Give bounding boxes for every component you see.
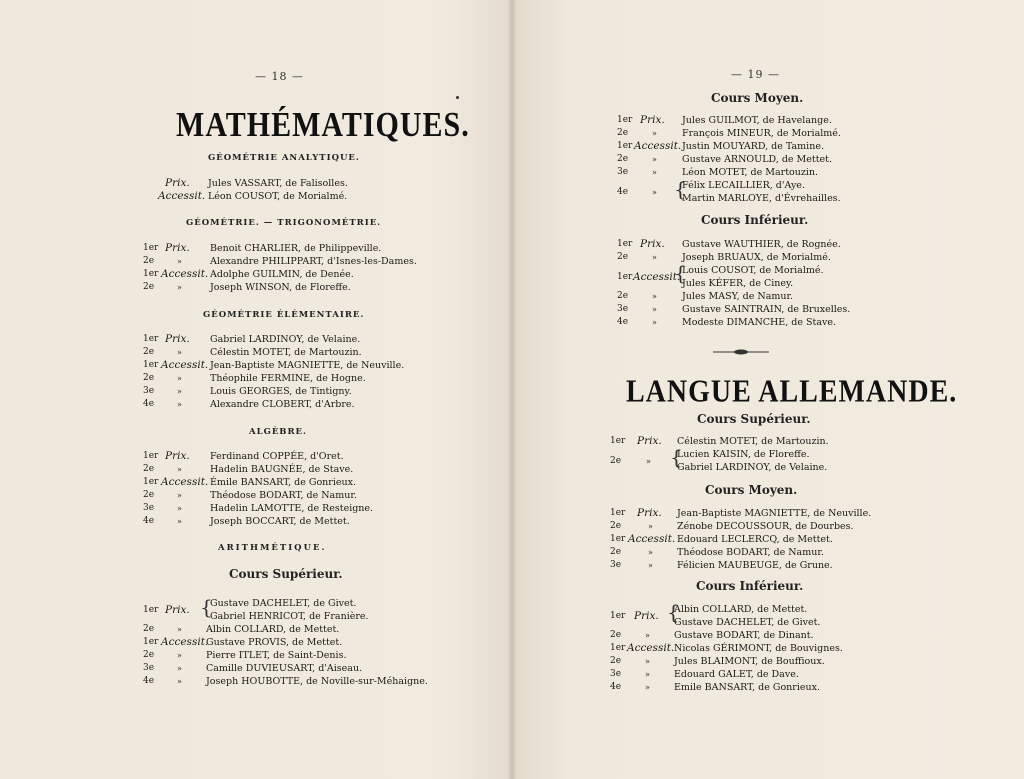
award-type: Accessit.	[161, 268, 209, 280]
rank: 1er	[610, 643, 626, 653]
ink-speck	[456, 96, 459, 99]
student-name: Jules GUILMOT, de Havelange.	[682, 115, 832, 126]
award-type: Prix.	[165, 242, 190, 254]
student-name: François MINEUR, de Morialmé.	[682, 128, 841, 139]
section-subheading: Cours Supérieur.	[697, 412, 811, 426]
student-name: Zénobe DECOUSSOUR, de Dourbes.	[677, 521, 854, 532]
rank: 1er	[143, 243, 159, 253]
award-type: Prix.	[165, 604, 190, 616]
ditto-mark: »	[648, 522, 653, 531]
award-type: Accessit.	[628, 533, 676, 545]
ditto-mark: »	[177, 491, 182, 500]
divider-ornament	[713, 347, 769, 357]
rank: 3e	[617, 304, 629, 314]
ditto-mark: »	[652, 253, 657, 262]
ditto-mark: »	[177, 257, 182, 266]
student-name: Martin MARLOYE, d'Évrehailles.	[682, 193, 841, 204]
student-name: Joseph WINSON, de Floreffe.	[210, 282, 351, 293]
award-type: Prix.	[634, 610, 659, 622]
rank: 2e	[617, 291, 629, 301]
student-name: Edouard GALET, de Dave.	[674, 669, 799, 680]
student-name: Léon MOTET, de Martouzin.	[682, 167, 819, 178]
ditto-mark: »	[652, 318, 657, 327]
award-type: Prix.	[637, 435, 662, 447]
student-name: Gustave DACHELET, de Givet.	[674, 617, 821, 628]
student-name: Albin COLLARD, de Mettet.	[674, 604, 808, 615]
student-name: Gustave PROVIS, de Mettet.	[206, 637, 343, 648]
student-name: Théophile FERMINE, de Hogne.	[210, 373, 366, 384]
rank: 4e	[143, 399, 155, 409]
ditto-mark: »	[648, 548, 653, 557]
student-name: Emile BANSART, de Gonrieux.	[674, 682, 820, 693]
student-name: Lucien KAISIN, de Floreffe.	[677, 449, 810, 460]
section-heading: ALGÈBRE.	[249, 427, 307, 437]
rank: 2e	[617, 128, 629, 138]
brace-mark: {	[674, 177, 687, 201]
ditto-mark: »	[652, 155, 657, 164]
rank: 1er	[143, 637, 159, 647]
rank: 1er	[143, 451, 159, 461]
ditto-mark: »	[177, 625, 182, 634]
student-name: Jules VASSART, de Falisolles.	[208, 178, 348, 189]
student-name: Gustave WAUTHIER, de Rognée.	[682, 239, 841, 250]
student-name: Théodose BODART, de Namur.	[210, 490, 357, 501]
award-type: Prix.	[165, 450, 190, 462]
award-type: Accessit.	[161, 359, 209, 371]
ditto-mark: »	[646, 457, 651, 466]
student-name: Gustave SAINTRAIN, de Bruxelles.	[682, 304, 851, 315]
rank: 2e	[610, 456, 622, 466]
ditto-mark: »	[177, 651, 182, 660]
student-name: Joseph BRUAUX, de Morialmé.	[682, 252, 831, 263]
award-type: Accessit.	[161, 636, 209, 648]
award-type: Prix.	[165, 177, 190, 189]
brace-mark: {	[670, 445, 683, 469]
student-name: Gabriel LARDINOY, de Velaine.	[210, 334, 361, 345]
student-name: Gustave BODART, de Dinant.	[674, 630, 814, 641]
page-number-left: — 18 —	[255, 70, 304, 83]
page-title-right: LANGUE ALLEMANDE.	[626, 374, 958, 410]
rank: 1er	[610, 436, 626, 446]
student-name: Justin MOUYARD, de Tamine.	[682, 141, 824, 152]
student-name: Gustave DACHELET, de Givet.	[210, 598, 357, 609]
student-name: Louis GEORGES, de Tintigny.	[210, 386, 352, 397]
rank: 1er	[143, 360, 159, 370]
section-heading: ARITHMÉTIQUE.	[218, 543, 327, 553]
student-name: Louis COUSOT, de Morialmé.	[682, 265, 824, 276]
award-type: Prix.	[640, 114, 665, 126]
ditto-mark: »	[645, 657, 650, 666]
student-name: Célestin MOTET, de Martouzin.	[210, 347, 362, 358]
section-heading: GÉOMÉTRIE. — TRIGONOMÉTRIE.	[186, 218, 382, 228]
rank: 3e	[610, 560, 622, 570]
ditto-mark: »	[177, 504, 182, 513]
rank: 1er	[617, 272, 633, 282]
ditto-mark: »	[652, 305, 657, 314]
ditto-mark: »	[645, 670, 650, 679]
rank: 1er	[143, 269, 159, 279]
award-type: Accessit.	[634, 140, 682, 152]
award-type: Prix.	[640, 238, 665, 250]
rank: 1er	[610, 508, 626, 518]
ditto-mark: »	[177, 387, 182, 396]
ditto-mark: »	[177, 677, 182, 686]
book-gutter	[507, 0, 517, 779]
ditto-mark: »	[177, 517, 182, 526]
student-name: Jean-Baptiste MAGNIETTE, de Neuville.	[210, 360, 405, 371]
student-name: Adolphe GUILMIN, de Denée.	[210, 269, 354, 280]
section-heading: GÉOMÉTRIE ANALYTIQUE.	[208, 153, 360, 163]
rank: 1er	[143, 605, 159, 615]
brace-mark: {	[200, 595, 213, 619]
rank: 3e	[143, 503, 155, 513]
rank: 2e	[143, 490, 155, 500]
rank: 1er	[617, 239, 633, 249]
rank: 1er	[617, 115, 633, 125]
rank: 4e	[610, 682, 622, 692]
rank: 1er	[610, 611, 626, 621]
rank: 1er	[617, 141, 633, 151]
page-title-left: MATHÉMATIQUES.	[176, 106, 470, 144]
section-subheading: Cours Moyen.	[711, 91, 804, 105]
rank: 2e	[610, 656, 622, 666]
award-type: Accessit.	[161, 476, 209, 488]
rank: 3e	[610, 669, 622, 679]
ditto-mark: »	[177, 465, 182, 474]
student-name: Émile BANSART, de Gonrieux.	[210, 477, 356, 488]
rank: 2e	[143, 256, 155, 266]
rank: 1er	[143, 334, 159, 344]
award-type: Prix.	[637, 507, 662, 519]
ditto-mark: »	[652, 188, 657, 197]
page-number-right: — 19 —	[731, 68, 780, 81]
student-name: Théodose BODART, de Namur.	[677, 547, 824, 558]
award-type: Prix.	[165, 333, 190, 345]
rank: 2e	[617, 154, 629, 164]
brace-mark: {	[674, 261, 687, 285]
student-name: Modeste DIMANCHE, de Stave.	[682, 317, 837, 328]
rank: 3e	[617, 167, 629, 177]
rank: 2e	[617, 252, 629, 262]
student-name: Gabriel LARDINOY, de Velaine.	[677, 462, 828, 473]
rank: 2e	[143, 373, 155, 383]
rank: 2e	[143, 347, 155, 357]
rank: 4e	[617, 317, 629, 327]
section-subheading: Cours Supérieur.	[229, 567, 343, 581]
rank: 2e	[610, 630, 622, 640]
rank: 2e	[143, 624, 155, 634]
student-name: Alexandre CLOBERT, d'Arbre.	[210, 399, 355, 410]
student-name: Félicien MAUBEUGE, de Grune.	[677, 560, 833, 571]
rank: 2e	[143, 650, 155, 660]
student-name: Joseph BOCCART, de Mettet.	[210, 516, 350, 527]
award-type: Accessit.	[627, 642, 675, 654]
ditto-mark: »	[652, 129, 657, 138]
student-name: Joseph HOUBOTTE, de Noville-sur-Méhaigne.	[206, 676, 428, 687]
student-name: Hadelin LAMOTTE, de Resteigne.	[210, 503, 374, 514]
rank: 3e	[143, 386, 155, 396]
section-subheading: Cours Inférieur.	[696, 579, 804, 593]
rank: 2e	[143, 282, 155, 292]
rank: 2e	[610, 547, 622, 557]
section-heading: GÉOMÉTRIE ÉLÉMENTAIRE.	[203, 310, 365, 320]
ditto-mark: »	[177, 348, 182, 357]
rank: 3e	[143, 663, 155, 673]
student-name: Jules BLAIMONT, de Bouffioux.	[674, 656, 825, 667]
rank: 2e	[610, 521, 622, 531]
rank: 1er	[610, 534, 626, 544]
student-name: Pierre ITLET, de Saint-Denis.	[206, 650, 347, 661]
student-name: Camille DUVIEUSART, d'Aiseau.	[206, 663, 363, 674]
student-name: Gustave ARNOULD, de Mettet.	[682, 154, 832, 165]
student-name: Jean-Baptiste MAGNIETTE, de Neuville.	[677, 508, 872, 519]
ditto-mark: »	[652, 292, 657, 301]
ditto-mark: »	[177, 374, 182, 383]
ditto-mark: »	[177, 283, 182, 292]
rank: 4e	[143, 516, 155, 526]
student-name: Célestin MOTET, de Martouzin.	[677, 436, 829, 447]
student-name: Jules KÉFER, de Ciney.	[682, 278, 794, 289]
award-type: Accessit.	[158, 190, 206, 202]
ditto-mark: »	[177, 400, 182, 409]
ditto-mark: »	[645, 631, 650, 640]
student-name: Benoit CHARLIER, de Philippeville.	[210, 243, 382, 254]
student-name: Gabriel HENRICOT, de Franière.	[210, 611, 369, 622]
rank: 4e	[617, 187, 629, 197]
ditto-mark: »	[652, 168, 657, 177]
rank: 4e	[143, 676, 155, 686]
student-name: Ferdinand COPPÉE, d'Oret.	[210, 451, 344, 462]
award-type: Accessit.	[633, 271, 681, 283]
student-name: Edouard LECLERCQ, de Mettet.	[677, 534, 833, 545]
ditto-mark: »	[177, 664, 182, 673]
rank: 2e	[143, 464, 155, 474]
student-name: Nicolas GÉRIMONT, de Bouvignes.	[674, 643, 843, 654]
section-subheading: Cours Moyen.	[705, 483, 798, 497]
student-name: Léon COUSOT, de Morialmé.	[208, 191, 348, 202]
student-name: Jules MASY, de Namur.	[682, 291, 794, 302]
brace-mark: {	[667, 600, 680, 624]
rank: 1er	[143, 477, 159, 487]
student-name: Félix LECAILLIER, d'Aye.	[682, 180, 805, 191]
section-subheading: Cours Inférieur.	[701, 213, 809, 227]
student-name: Hadelin BAUGNÉE, de Stave.	[210, 464, 354, 475]
student-name: Albin COLLARD, de Mettet.	[206, 624, 340, 635]
ditto-mark: »	[645, 683, 650, 692]
ditto-mark: »	[648, 561, 653, 570]
student-name: Alexandre PHILIPPART, d'Isnes-les-Dames.	[210, 256, 417, 267]
